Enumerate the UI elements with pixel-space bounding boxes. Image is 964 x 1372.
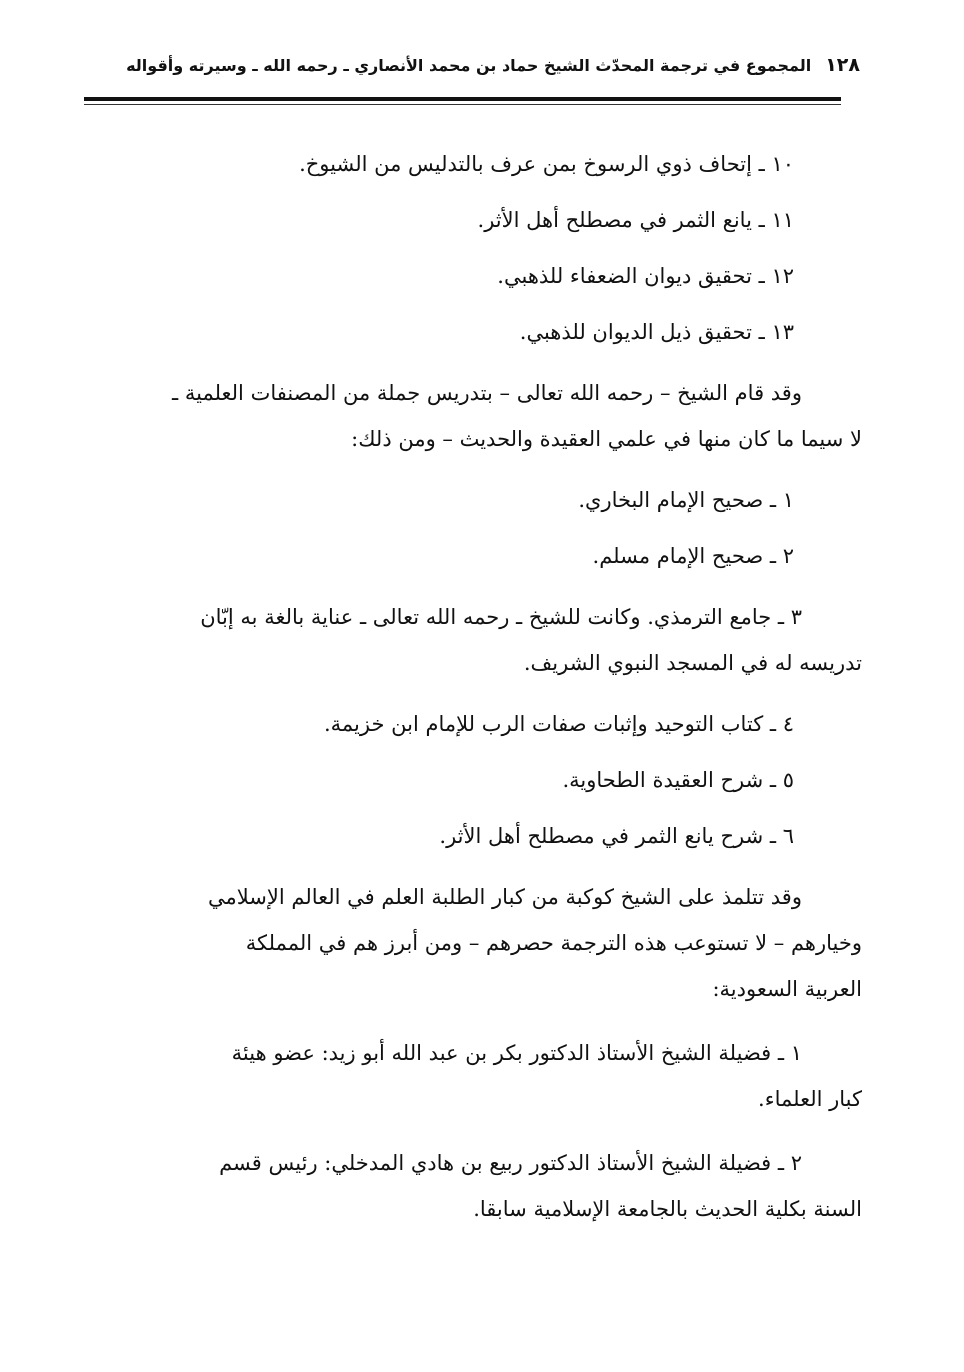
spacer — [80, 864, 862, 874]
list-item: ١٣ ـ تحقيق ذيل الديوان للذهبي. — [519, 320, 794, 344]
spacer — [80, 1012, 862, 1030]
spacer — [80, 462, 862, 472]
list-item: ١١ ـ يانع الثمر في مصطلح أهل الأثر. — [477, 208, 794, 232]
spacer — [80, 584, 862, 594]
student-entry — [80, 1030, 862, 1122]
list-item: ١٠ ـ إتحاف ذوي الرسوخ بمن عرف بالتدليس من الشيوخ. — [299, 152, 794, 176]
paragraph-line: السنة بكلية الحديث بالجامعة الإسلامية سابقا. — [473, 1197, 862, 1221]
paragraph-line: وخيارهم – لا تستوعب هذه الترجمة حصرهم – ومن أبرز هم في المملكة — [245, 931, 862, 955]
paragraph-line: العربية السعودية: — [712, 977, 862, 1001]
paragraph-line: كبار العلماء. — [758, 1087, 862, 1111]
paragraph-line: وقد قام الشيخ – رحمه الله تعالى – بتدريس جملة من المصنفات العلمية ـ — [172, 381, 802, 405]
list-item: ٥ ـ شرح العقيدة الطحاوية. — [562, 768, 794, 792]
spacer — [80, 686, 862, 696]
paragraph-students — [80, 874, 862, 1012]
page-number: ١٢٨ — [825, 54, 860, 76]
header-rule-thin — [84, 104, 841, 105]
running-header — [126, 50, 860, 80]
paragraph-line: وقد تتلمذ على الشيخ كوكبة من كبار الطلبة العلم في العالم الإسلامي — [208, 885, 802, 909]
paragraph-teaching — [80, 370, 862, 462]
list-item: ٦ ـ شرح يانع الثمر في مصطلح أهل الأثر. — [439, 824, 794, 848]
list-item: ١٢ ـ تحقيق ديوان الضعفاء للذهبي. — [497, 264, 794, 288]
list-item: ١ ـ صحيح الإمام البخاري. — [578, 488, 794, 512]
list-item-tirmidhi — [80, 594, 862, 686]
paragraph-line: ١ ـ فضيلة الشيخ الأستاذ الدكتور بكر بن عبد الله أبو زيد: عضو هيئة — [231, 1041, 802, 1065]
body-text — [80, 136, 862, 1232]
spacer — [80, 360, 862, 370]
spacer — [80, 1122, 862, 1140]
paragraph-line: لا سيما ما كان منها في علمي العقيدة والحديث – ومن ذلك: — [351, 427, 862, 451]
running-title: المجموع في ترجمة المحدّث الشيخ حماد بن محمد الأنصاري ـ رحمه الله ـ وسيرته وأقواله — [126, 56, 812, 75]
list-item: ٢ ـ صحيح الإمام مسلم. — [592, 544, 794, 568]
paragraph-line: ٣ ـ جامع الترمذي. وكانت للشيخ ـ رحمه الله تعالى ـ عناية بالغة به إبّان — [200, 605, 802, 629]
header-rule — [84, 97, 841, 101]
student-entry — [80, 1140, 862, 1232]
list-item: ٤ ـ كتاب التوحيد وإثبات صفات الرب للإمام ابن خزيمة. — [323, 712, 794, 736]
paragraph-line: تدريسه له في المسجد النبوي الشريف. — [523, 651, 862, 675]
paragraph-line: ٢ ـ فضيلة الشيخ الأستاذ الدكتور ربيع بن هادي المدخلي: رئيس قسم — [219, 1151, 802, 1175]
